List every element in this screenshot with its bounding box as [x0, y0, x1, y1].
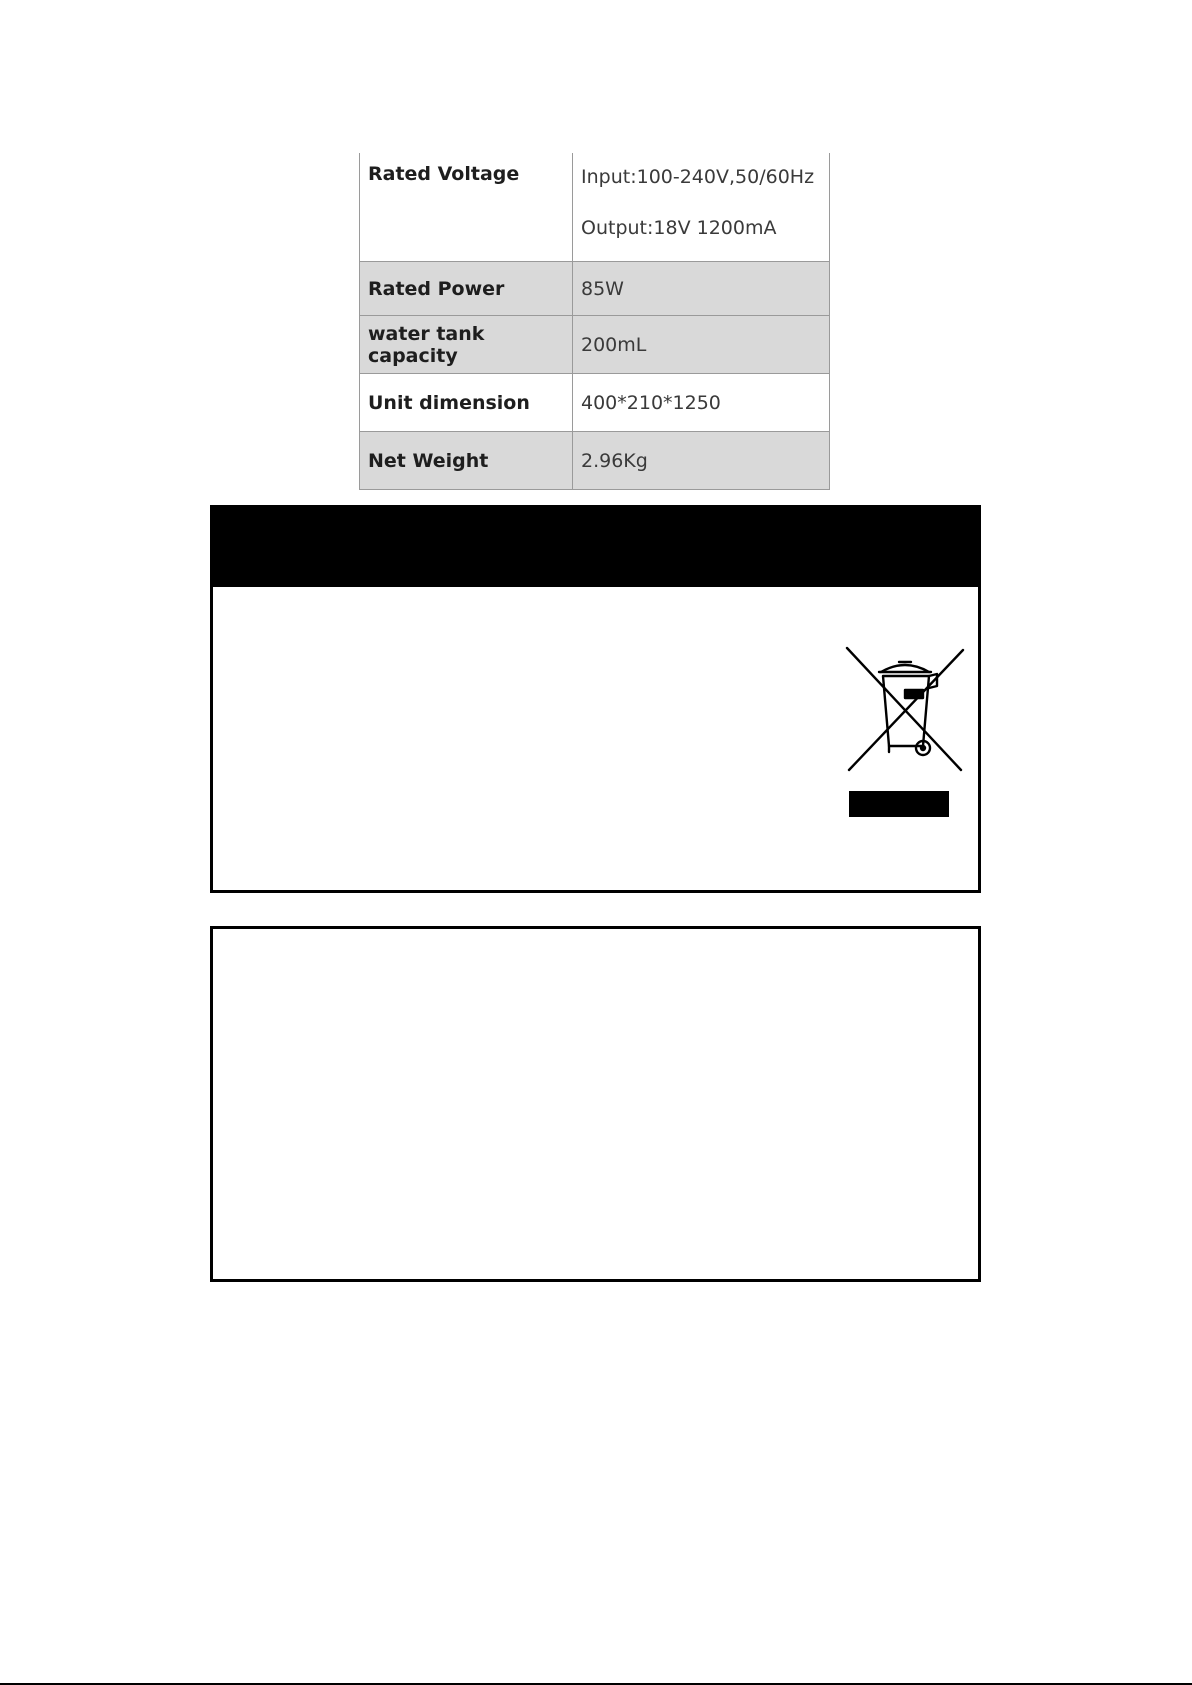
- spec-label: water tank capacity: [360, 316, 573, 374]
- table-row-rated-voltage: [360, 153, 830, 262]
- specification-table: [359, 153, 830, 490]
- table-row-unit-dimension: [360, 374, 830, 432]
- spec-label: Rated Power: [360, 262, 573, 316]
- disposal-info-box: [210, 505, 981, 893]
- spec-label: Rated Voltage: [360, 153, 573, 262]
- crossed-out-wheelie-bin-icon: [841, 644, 969, 774]
- table-row-net-weight: [360, 432, 830, 490]
- table-row-water-tank-capacity: [360, 316, 830, 374]
- table-row-rated-power: [360, 262, 830, 316]
- spec-value-line: Input:100-240V,50/60Hz: [581, 166, 815, 188]
- disposal-header-bar: [213, 508, 978, 587]
- weee-underline-bar: [849, 791, 949, 817]
- spec-value: 2.96Kg: [573, 432, 830, 490]
- spec-label: Unit dimension: [360, 374, 573, 432]
- spec-value: 400*210*1250: [573, 374, 830, 432]
- spec-label: Net Weight: [360, 432, 573, 490]
- spec-value: 85W: [573, 262, 830, 316]
- spec-value-line: Output:18V 1200mA: [581, 217, 777, 239]
- empty-notice-box: [210, 926, 981, 1282]
- spec-value: 200mL: [573, 316, 830, 374]
- spec-value: [573, 153, 830, 262]
